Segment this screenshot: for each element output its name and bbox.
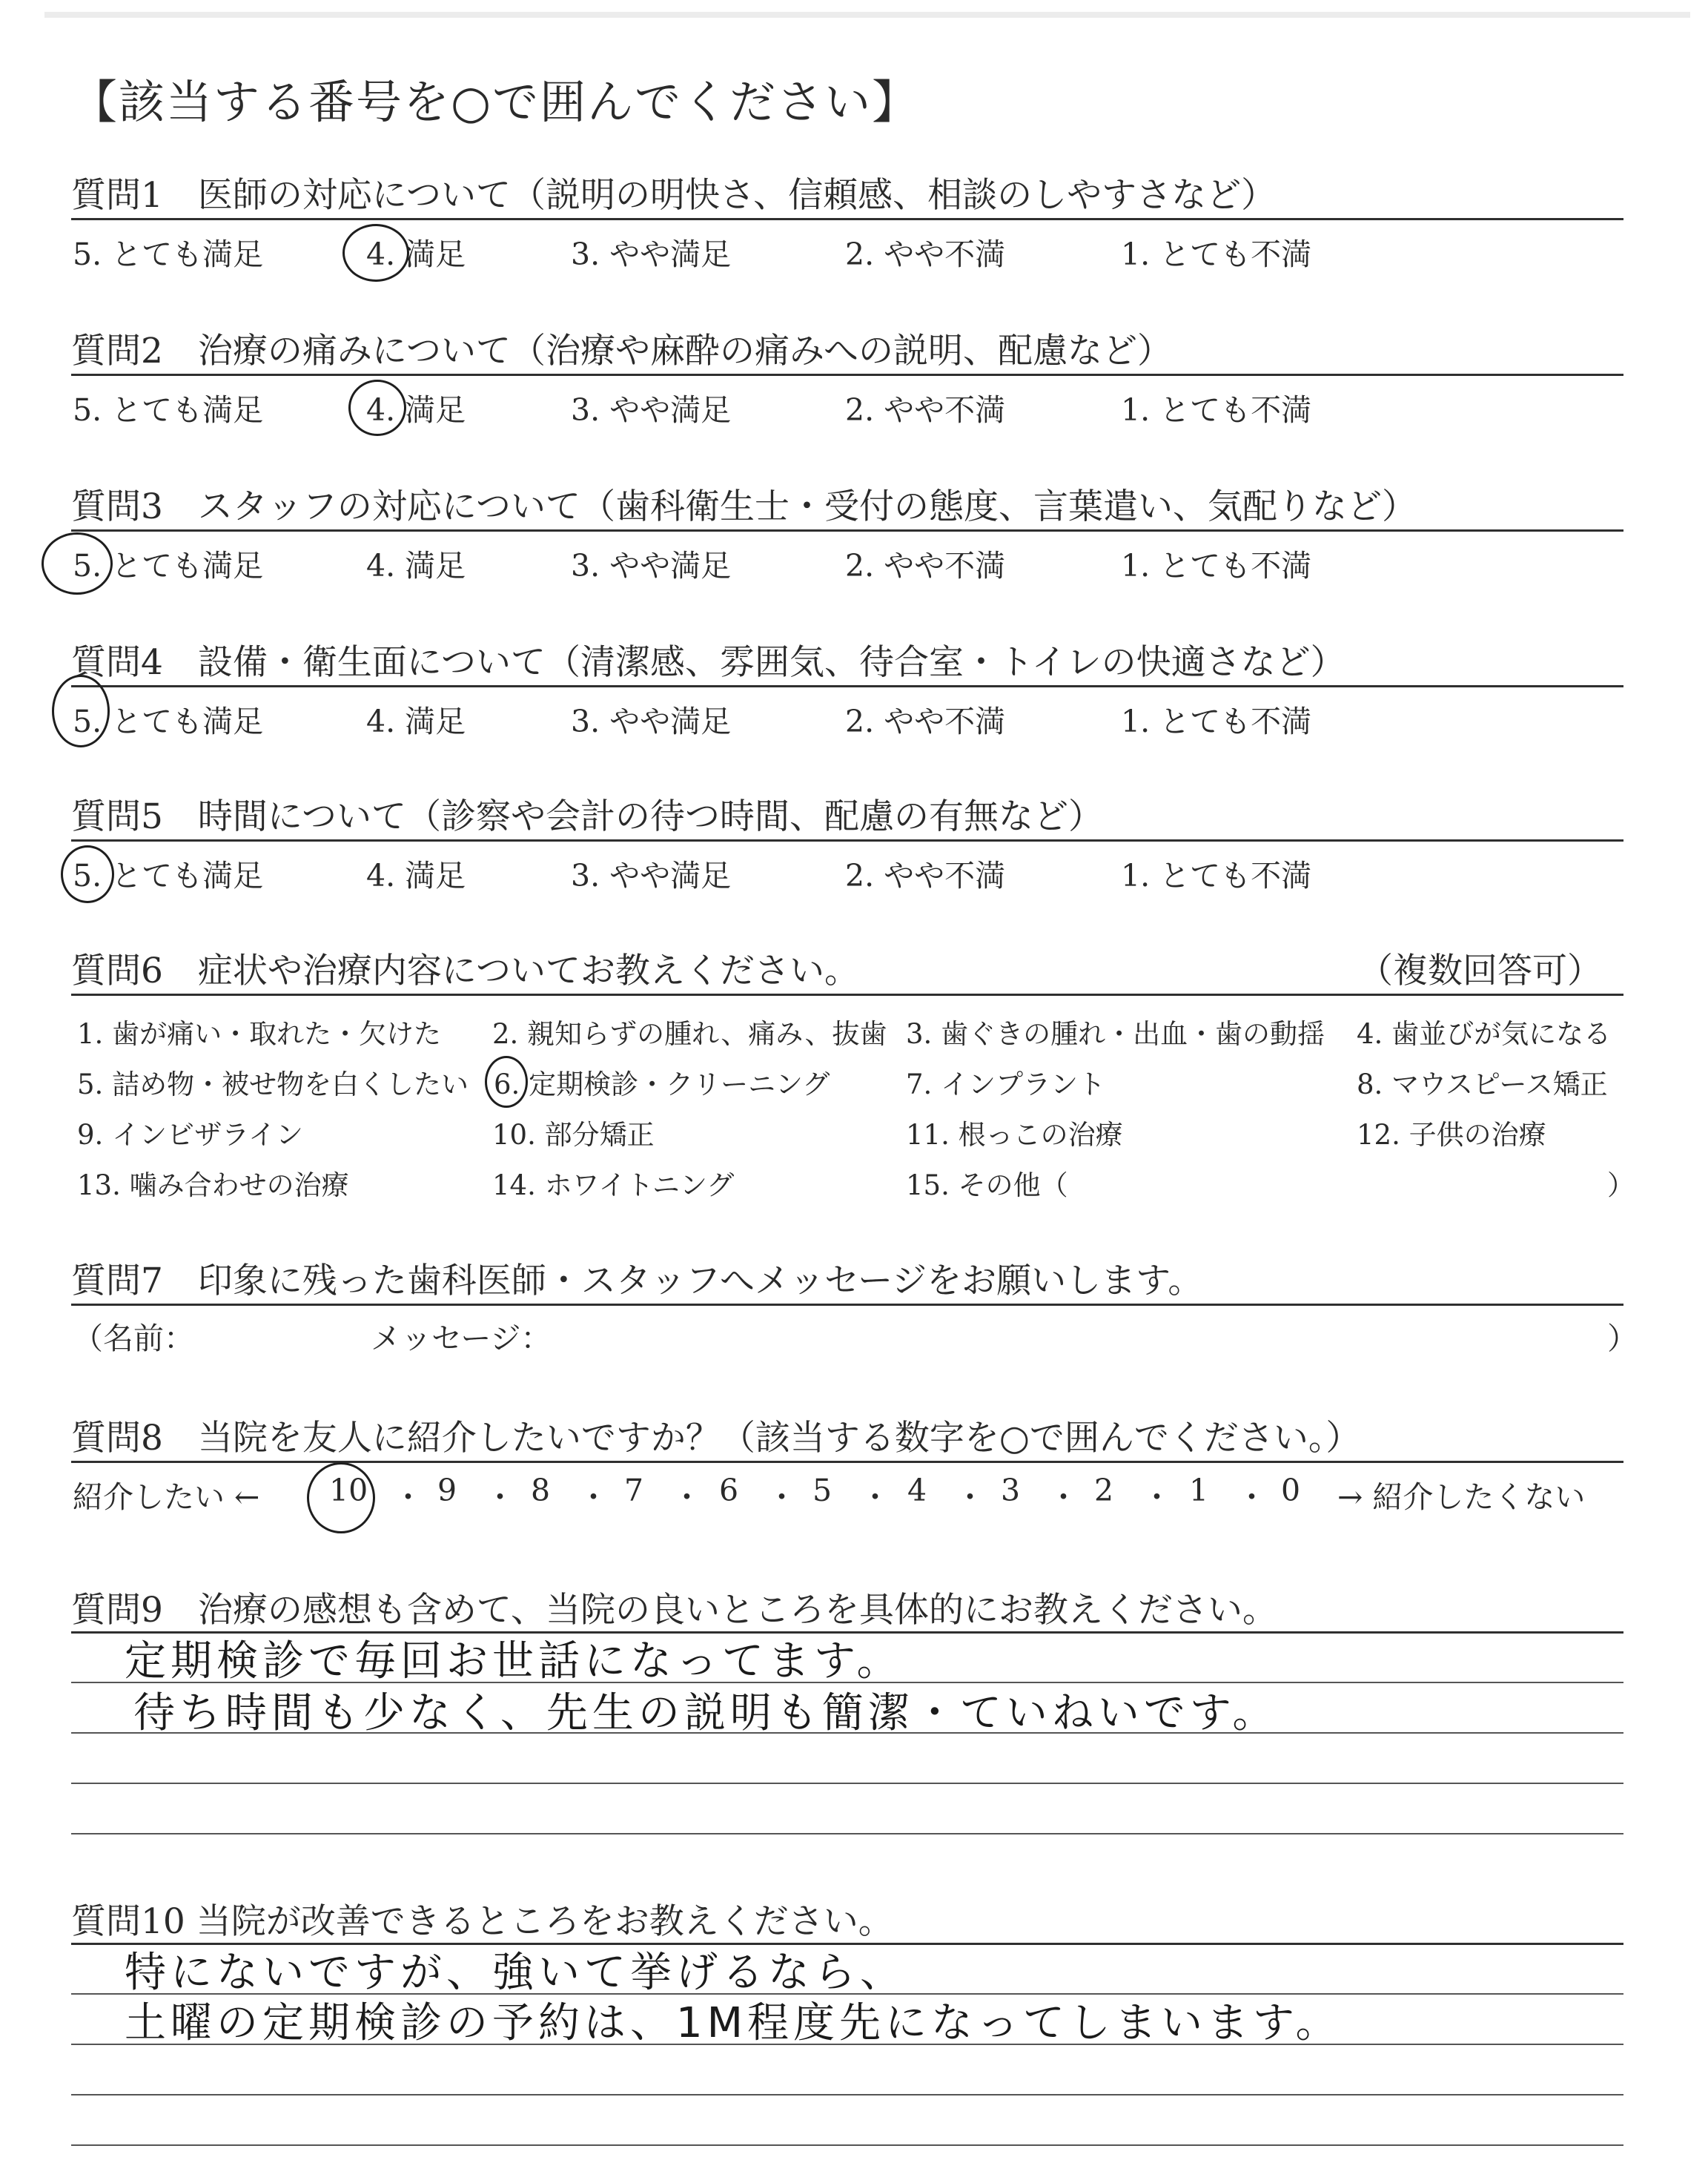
q8-separator: ・ [955,1479,985,1515]
q8-separator: ・ [1237,1479,1267,1515]
question-4-title: 質問4 設備・衛生面について（清潔感、雰囲気、待合室・トイレの快適さなど） [71,642,1345,683]
question-7-rule [71,1304,1623,1306]
q8-right-label: → 紹介したくない [1337,1479,1586,1515]
q4-option-2[interactable]: 2. やや不満 [845,704,1006,739]
q8-separator: ・ [767,1479,797,1515]
q4-option-3[interactable]: 3. やや満足 [571,704,732,739]
q5-option-1[interactable]: 1. とても不満 [1121,858,1312,894]
question-1-rule [71,218,1623,220]
form-header: 【該当する番号を○で囲んでください】 [71,75,920,129]
question-2-rule [71,374,1623,376]
q6-option-15[interactable]: 15. その他（ [906,1169,1068,1201]
q8-number-0[interactable]: 0 [1281,1473,1301,1508]
q1-option-2[interactable]: 2. やや不満 [845,237,1006,272]
q2-option-2[interactable]: 2. やや不満 [845,392,1006,428]
q8-number-5[interactable]: 5 [812,1473,833,1508]
q1-option-3[interactable]: 3. やや満足 [571,237,732,272]
q6-option-8[interactable]: 8. マウスピース矯正 [1357,1069,1608,1100]
q6-option-3[interactable]: 3. 歯ぐきの腫れ・出血・歯の動揺 [906,1018,1325,1050]
q3-option-1[interactable]: 1. とても不満 [1121,548,1312,584]
q3-option-3[interactable]: 3. やや満足 [571,548,732,584]
question-4-rule [71,685,1623,687]
page-top-edge [44,12,1690,18]
q5-option-3[interactable]: 3. やや満足 [571,858,732,894]
question-10-title: 質問10 当院が改善できるところをお教えください。 [71,1901,893,1942]
q8-number-10[interactable]: 10 [329,1473,368,1508]
question-3-rule [71,529,1623,532]
q1-option-1[interactable]: 1. とても不満 [1121,237,1312,272]
q4-selection-circle [52,675,110,747]
q8-separator: ・ [1048,1479,1079,1515]
q6-option-11[interactable]: 11. 根っこの治療 [906,1119,1123,1151]
q8-separator: ・ [860,1479,890,1515]
q3-option-2[interactable]: 2. やや不満 [845,548,1006,584]
question-9-title: 質問9 治療の感想も含めて、当院の良いところを具体的にお教えください。 [71,1590,1277,1631]
question-3-title: 質問3 スタッフの対応について（歯科衛生士・受付の態度、言葉遣い、気配りなど） [71,486,1417,527]
q4-option-1[interactable]: 1. とても不満 [1121,704,1312,739]
q6-option-13[interactable]: 13. 噛み合わせの治療 [77,1169,349,1201]
q10-answer-line-2: 土曜の定期検診の予約は、1M程度先になってしまいます。 [125,1999,1342,2047]
q8-number-2[interactable]: 2 [1094,1473,1114,1508]
q8-number-9[interactable]: 9 [437,1473,457,1508]
q4-option-5[interactable]: 5. とても満足 [73,704,264,739]
q8-number-3[interactable]: 3 [1001,1473,1021,1508]
q6-option-1[interactable]: 1. 歯が痛い・取れた・欠けた [77,1018,442,1050]
q6-option-12[interactable]: 12. 子供の治療 [1357,1119,1546,1151]
q5-option-5[interactable]: 5. とても満足 [73,858,264,894]
q8-number-7[interactable]: 7 [624,1473,644,1508]
question-5-rule [71,839,1623,842]
q4-option-4[interactable]: 4. 満足 [366,704,466,739]
question-8-rule [71,1461,1623,1463]
q8-left-label: 紹介したい ← [73,1479,260,1515]
q6-option-6[interactable]: 6. 定期検診・クリーニング [494,1069,830,1100]
q8-number-4[interactable]: 4 [907,1473,927,1508]
question-6-note: （複数回答可） [1358,951,1602,991]
q7-name-label: （名前： [73,1321,194,1356]
q8-number-6[interactable]: 6 [719,1473,739,1508]
q3-option-5[interactable]: 5. とても満足 [73,548,264,584]
q9-answer-line-2: 待ち時間も少なく、先生の説明も簡潔・ていねいです。 [133,1689,1279,1737]
q7-close-paren: ） [1607,1321,1638,1356]
q7-message-label: メッセージ： [371,1321,552,1356]
q10-writing-line [71,2144,1623,2146]
q5-selection-circle [61,845,114,903]
question-8-title: 質問8 当院を友人に紹介したいですか？（該当する数字を○で囲んでください。） [71,1418,1361,1459]
question-5-title: 質問5 時間について（診察や会計の待つ時間、配慮の有無など） [71,796,1103,837]
q6-option-14[interactable]: 14. ホワイトニング [492,1169,735,1201]
q2-selection-circle [348,380,406,436]
q3-selection-circle [42,532,113,595]
q9-answer-line-1: 定期検診で毎回お世話になってます。 [125,1637,903,1685]
question-6-title: 質問6 症状や治療内容についてお教えください。 [71,951,859,991]
q6-option-7[interactable]: 7. インプラント [906,1069,1106,1100]
q2-option-3[interactable]: 3. やや満足 [571,392,732,428]
q1-selection-circle [342,224,409,282]
q2-option-4[interactable]: 4. 満足 [366,392,466,428]
q8-number-8[interactable]: 8 [531,1473,551,1508]
q6-option-4[interactable]: 4. 歯並びが気になる [1357,1018,1612,1050]
q6-option-2[interactable]: 2. 親知らずの腫れ、痛み、抜歯 [492,1018,887,1050]
q3-option-4[interactable]: 4. 満足 [366,548,466,584]
question-6-rule [71,994,1623,996]
q2-option-5[interactable]: 5. とても満足 [73,392,264,428]
question-1-title: 質問1 医師の対応について（説明の明快さ、信頼感、相談のしやすさなど） [71,175,1277,216]
q10-answer-line-1: 特にないですが、強いて挙げるなら、 [125,1949,906,1997]
question-7-title: 質問7 印象に残った歯科医師・スタッフへメッセージをお願いします。 [71,1261,1203,1301]
q5-option-2[interactable]: 2. やや不満 [845,858,1006,894]
q2-option-1[interactable]: 1. とても不満 [1121,392,1312,428]
q9-writing-line [71,1833,1623,1834]
q8-separator: ・ [578,1479,609,1515]
q9-writing-line [71,1783,1623,1784]
q8-separator: ・ [393,1479,423,1515]
q1-option-4[interactable]: 4. 満足 [366,237,466,272]
q5-option-4[interactable]: 4. 満足 [366,858,466,894]
q6-option-9[interactable]: 9. インビザライン [77,1119,303,1151]
q8-separator: ・ [1142,1479,1172,1515]
q8-separator: ・ [672,1479,702,1515]
q6-option-5[interactable]: 5. 詰め物・被せ物を白くしたい [77,1069,469,1100]
q6-option-15-close: ） [1607,1169,1635,1201]
q10-writing-line [71,2094,1623,2095]
q8-selection-circle [307,1462,375,1533]
q1-option-5[interactable]: 5. とても満足 [73,237,264,272]
q6-option-10[interactable]: 10. 部分矯正 [492,1119,655,1151]
question-2-title: 質問2 治療の痛みについて（治療や麻酔の痛みへの説明、配慮など） [71,331,1173,371]
q8-separator: ・ [485,1479,515,1515]
q8-number-1[interactable]: 1 [1189,1473,1209,1508]
q6-selection-circle [485,1056,528,1108]
